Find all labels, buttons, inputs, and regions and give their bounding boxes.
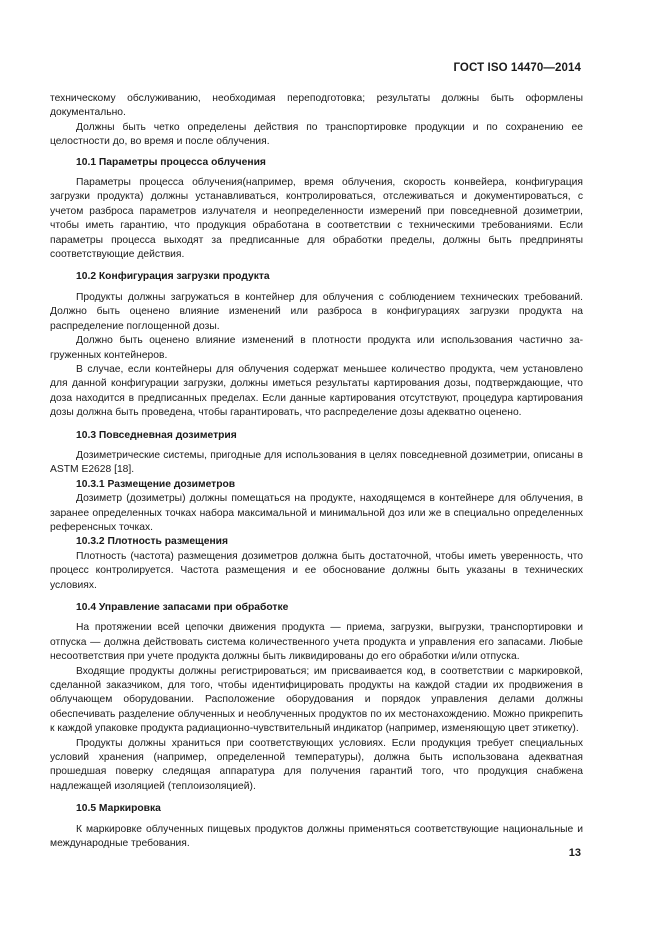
subsection-heading-10-3-2: 10.3.2 Плотность размещения <box>76 536 229 548</box>
section-heading-10-5: 10.5 Маркировка <box>76 803 161 815</box>
paragraph: Входящие продукты должны регистрироваться; им присваивается код, в соответствии с маркировкой, сделанной заказчиком, для того, чтобы идентифицировать продукты на каждой стадии их продвижения в облучающем оборудовании. Расположение оборудования и порядок управления делами должны обеспечивать разделение облученных и необлученных продуктов по их местонахождению. Можно прикрепить к каждой упаковке продукта радиационно-чувствительный индикатор (например, изменяющую цвет этикетку). <box>50 665 583 735</box>
standard-header: ГОСТ ISO 14470—2014 <box>453 62 581 74</box>
paragraph: Должны быть четко определены действия по транспортировке продукции и по сохранению ее целостности до, во время и после облучения. <box>50 121 583 148</box>
paragraph: Дозиметр (дозиметры) должны помещаться на продукте, находящемся в контейнере для облучения, в заранее определенных точках набора максимальной и минимальной доз или же в специально определенных референсных точках. <box>50 493 583 533</box>
paragraph: В случае, если контейнеры для облучения содержат меньшее количество продукта, чем установлено для данной конфигурации загрузки, должны иметься результаты картирования дозы, подтверждающие, что доза находится в предписанных пределах. Если данные картирования отсутствуют, процедура картирования дозы должна быть проведена, чтобы гарантировать, что распределение дозы адекватно оценено. <box>50 363 583 419</box>
paragraph: техническому обслуживанию, необходимая переподготовка; результаты должны быть оформлены документально. <box>50 93 583 119</box>
section-heading-10-4: 10.4 Управление запасами при обработке <box>76 602 289 613</box>
paragraph: Должно быть оценено влияние изменений в плотности продукта или использования частично загруженных контейнеров. <box>50 335 583 361</box>
paragraph: Плотность (частота) размещения дозиметров должна быть достаточной, чтобы иметь уверенность, что процесс контролируется. Частота размещения и ее обоснование должны быть указаны в технических условиях. <box>50 550 583 591</box>
paragraph: Параметры процесса облучения(например, время облучения, скорость конвейера, конфигурация загрузки продукта) должны устанавливаться, контролироваться, отслеживаться и документироваться, с учетом разброса параметров излучателя и неопределенности измерений при повседневной дозиметрии, чтобы иметь гарантию, что продукция обработана в соответствии с техническими требованиями. Если параметры процесса выходят за предписанные для обработки пределы, должны быть предприняты соответствующие действия. <box>50 177 583 261</box>
section-heading-10-2: 10.2 Конфигурация загрузки продукта <box>76 271 270 283</box>
paragraph: Продукты должны храниться при соответствующих условиях. Если продукция требует специальных условий хранения (например, определенной температуры), должна быть использована адекватная прошедшая поверку следящая аппаратура для получения гарантий того, что продукция снабжена надлежащей изоляцией (теплоизоляцией). <box>50 737 583 792</box>
paragraph: К маркировке облученных пищевых продуктов должны применяться соответствующие национальные и международные требования. <box>50 823 583 850</box>
paragraph: На протяжении всей цепочки движения продукта — приема, загрузки, выгрузки, транспортировки и отпуска — должна действовать система количественного учета продукта и управления его запасами. Любые несоответствия при учете продукта должны быть ликвидированы до его обработки и/или отпуска. <box>50 622 583 663</box>
section-heading-10-1: 10.1 Параметры процесса облучения <box>76 156 266 168</box>
page-number: 13 <box>568 847 581 859</box>
document-body <box>50 92 583 852</box>
section-heading-10-3: 10.3 Повседневная дозиметрия <box>76 429 237 441</box>
paragraph: Продукты должны загружаться в контейнер для облучения с соблюдением технических требований. Должно быть оценено влияние изменений или разброса в конфигурациях загрузки продукта на распределение поглощенной дозы. <box>50 291 583 332</box>
subsection-heading-10-3-1: 10.3.1 Размещение дозиметров <box>76 478 236 490</box>
paragraph: Дозиметрические системы, пригодные для использования в целях повседневной дозиметрии, описаны в ASTM E2628 [18]. <box>50 449 583 476</box>
